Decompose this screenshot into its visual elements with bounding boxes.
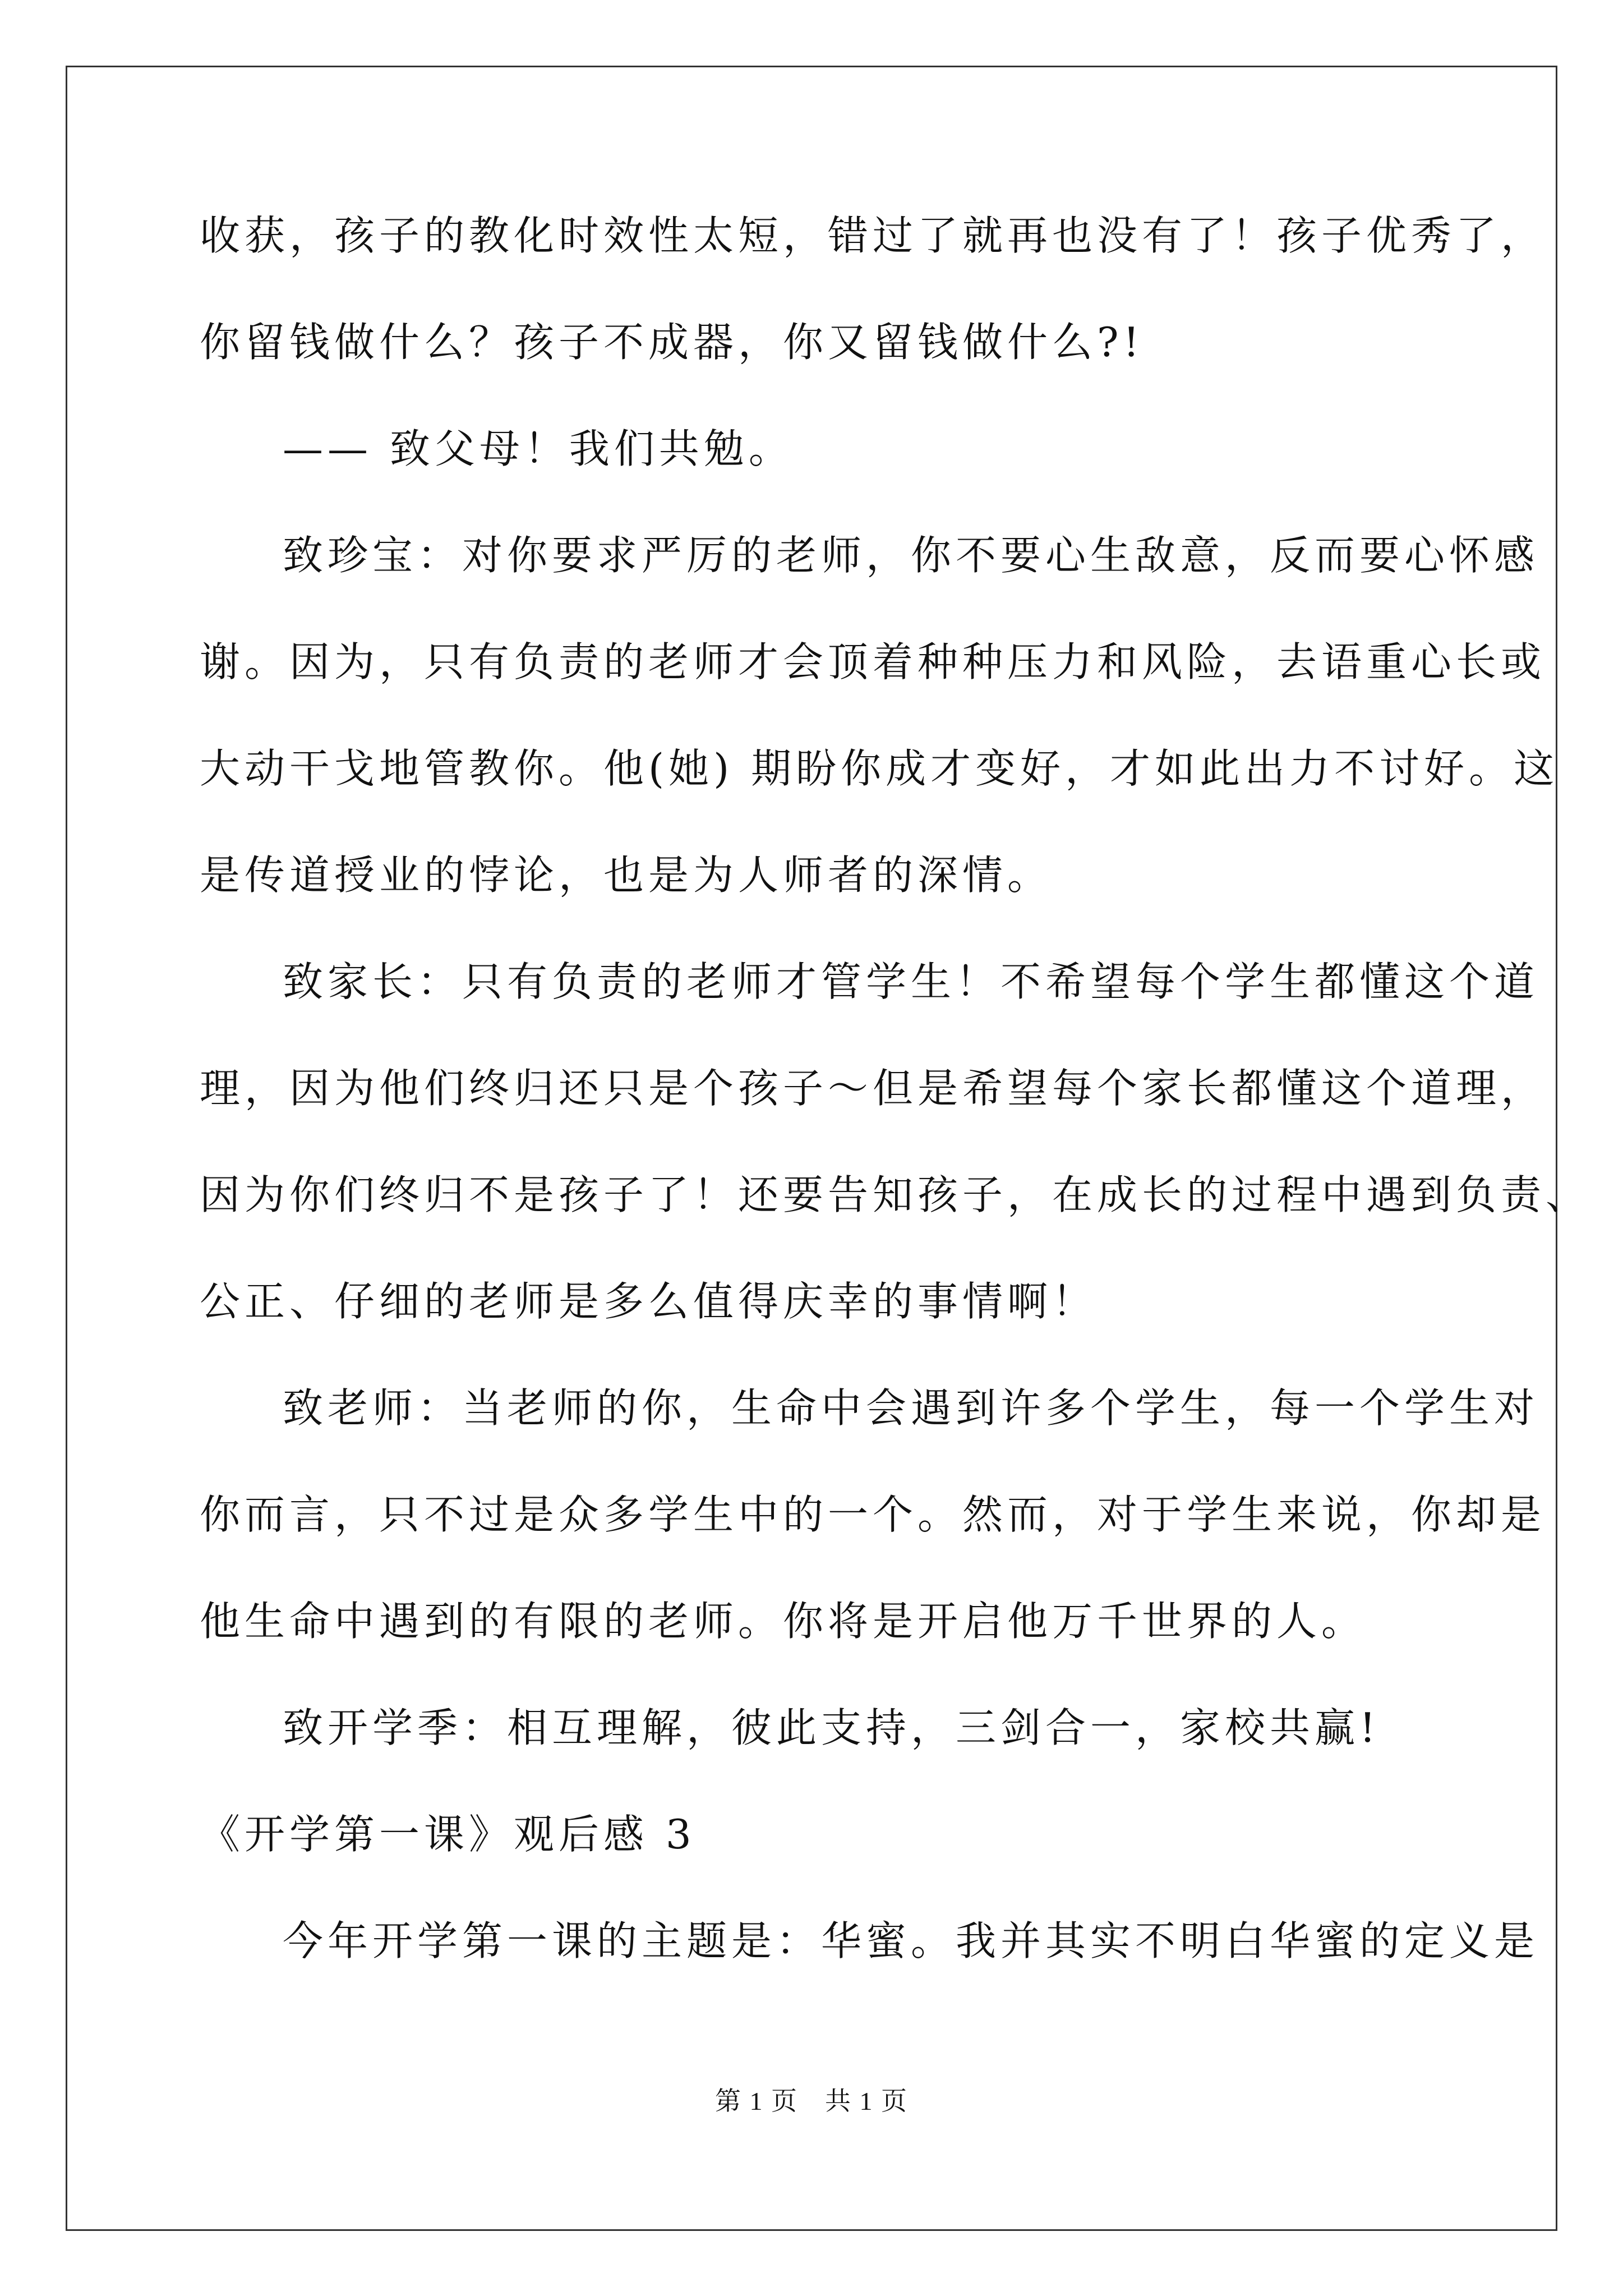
paragraph-line: 理，因为他们终归还只是个孩子～但是希望每个家长都懂这个道理，	[200, 1065, 1546, 1112]
paragraph-line: 他生命中遇到的有限的老师。你将是开启他万千世界的人。	[200, 1598, 1367, 1645]
paragraph-line: 是传道授业的悖论，也是为人师者的深情。	[200, 852, 1053, 899]
page-total: 共 1 页	[825, 2087, 908, 2115]
page-footer	[0, 2085, 1623, 2118]
paragraph-line: 大动干戈地管教你。他(她) 期盼你成才变好，才如此出力不讨好。这	[200, 745, 1559, 792]
section-heading: 《开学第一课》观后感 3	[200, 1811, 696, 1858]
closing-line: —— 致父母！我们共勉。	[283, 425, 794, 472]
paragraph-line: 公正、仔细的老师是多么值得庆幸的事情啊！	[200, 1278, 1098, 1325]
paragraph-line: 因为你们终归不是孩子了！还要告知孩子，在成长的过程中遇到负责、	[200, 1171, 1591, 1218]
paragraph-line: 收获，孩子的教化时效性太短，错过了就再也没有了！孩子优秀了，	[200, 212, 1546, 259]
paragraph-line: 致老师：当老师的你，生命中会遇到许多个学生，每一个学生对	[283, 1384, 1539, 1432]
paragraph-line: 致珍宝：对你要求严厉的老师，你不要心生敌意，反而要心怀感	[283, 532, 1539, 579]
page-border	[66, 66, 1557, 2231]
paragraph-line: 致家长：只有负责的老师才管学生！不希望每个学生都懂这个道	[283, 958, 1539, 1005]
paragraph-line: 你而言，只不过是众多学生中的一个。然而，对于学生来说，你却是	[200, 1491, 1546, 1538]
paragraph-line: 谢。因为，只有负责的老师才会顶着种种压力和风险，去语重心长或	[200, 638, 1546, 685]
paragraph-line: 你留钱做什么？孩子不成器，你又留钱做什么?!	[200, 319, 1144, 366]
page-number: 第 1 页	[715, 2087, 798, 2115]
paragraph-line: 致开学季：相互理解，彼此支持，三剑合一，家校共赢!	[283, 1704, 1380, 1751]
paragraph-line: 今年开学第一课的主题是：华蜜。我并其实不明白华蜜的定义是	[283, 1917, 1539, 1964]
